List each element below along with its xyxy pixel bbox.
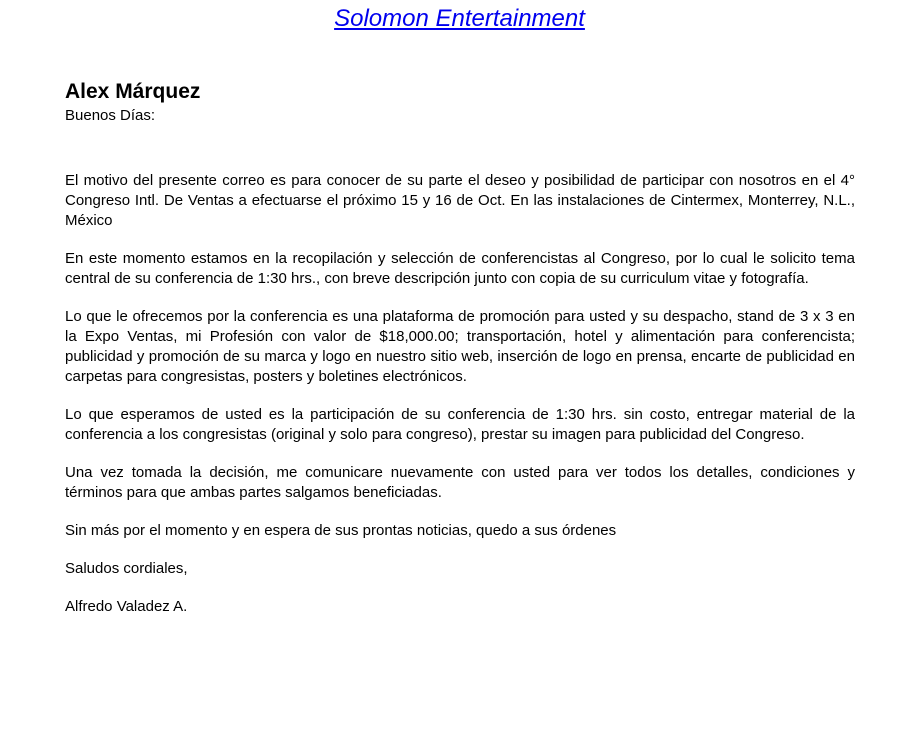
paragraph-invitation: El motivo del presente correo es para conocer de su parte el deseo y posibilidad de participar con nosotros en el 4° Congreso Intl. De Ventas a efectuarse el próximo 15 y 16 de Oct. En las instalaciones de Cintermex, Monterrey, N.L., México <box>65 172 855 229</box>
letter-body <box>65 171 855 617</box>
paragraph-follow-up: Una vez tomada la decisión, me comunicare nuevamente con usted para ver todos los detalles, condiciones y términos para que ambas partes salgamos beneficiadas. <box>65 464 855 501</box>
paragraph-request: En este momento estamos en la recopilación y selección de conferencistas al Congreso, por lo cual le solicito tema central de su conferencia de 1:30 hrs., con breve descripción junto con copia de su curriculum vitae y fotografía. <box>65 250 855 287</box>
paragraph-expectations: Lo que esperamos de usted es la participación de su conferencia de 1:30 hrs. sin costo, entregar material de la conferencia a los congresistas (original y solo para congreso), prestar su imagen para publicidad del Congreso. <box>65 406 855 443</box>
signature: Alfredo Valadez A. <box>65 598 188 615</box>
paragraph-offer: Lo que le ofrecemos por la conferencia es una plataforma de promoción para usted y su despacho, stand de 3 x 3 en la Expo Ventas, mi Profesión con valor de $18,000.00; transportación, hotel y alimentación para conferencista; publicidad y promoción de su marca y logo en nuestro sitio web, inserción de logo en prensa, encarte de publicidad en carpetas para congresistas, posters y boletines electrónicos. <box>65 308 855 385</box>
paragraph-farewell: Sin más por el momento y en espera de sus prontas noticias, quedo a sus órdenes <box>65 522 617 539</box>
company-name-link[interactable]: Solomon Entertainment <box>334 5 585 32</box>
greeting: Buenos Días: <box>65 107 156 124</box>
closing: Saludos cordiales, <box>65 560 188 577</box>
recipient-name: Alex Márquez <box>65 80 201 103</box>
